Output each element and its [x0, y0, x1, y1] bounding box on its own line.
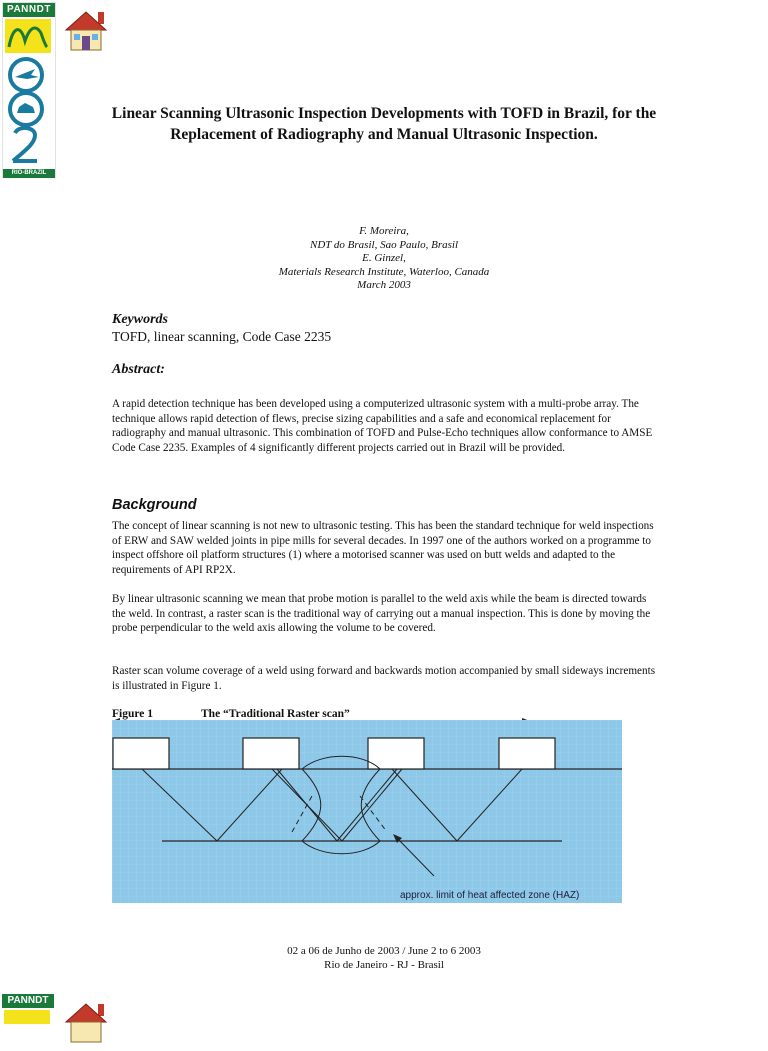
home-icon[interactable] — [62, 6, 110, 54]
date-line: March 2003 — [357, 279, 411, 291]
logo-wave-block — [4, 1010, 50, 1024]
raster-scan-figure — [112, 720, 622, 903]
conference-logo-bottom — [2, 994, 54, 1024]
conference-logo — [2, 2, 56, 178]
keywords-text: TOFD, linear scanning, Code Case 2235 — [112, 329, 332, 344]
keywords-heading: Keywords — [112, 312, 168, 327]
probe-block — [243, 738, 299, 769]
affiliation-line: Materials Research Institute, Waterloo, Canada — [278, 265, 490, 278]
author-line: F. Moreira, — [359, 225, 409, 237]
footer-location: Rio de Janeiro - RJ - Brasil — [324, 959, 444, 971]
probe-block — [499, 738, 555, 769]
figure-title: The “Traditional Raster scan” — [201, 708, 350, 720]
figure-caption: approx. limit of heat affected zone (HAZ) — [400, 890, 580, 901]
background-paragraph: Raster scan volume coverage of a weld using forward and backwards motion accompanied by small sideways increments is illustrated in Figure 1. — [112, 665, 656, 692]
home-icon[interactable] — [62, 998, 110, 1046]
logo-footer: RIO-BRAZIL — [3, 169, 55, 178]
probe-block — [368, 738, 424, 769]
author-line: E. Ginzel, — [362, 252, 406, 264]
raster-scan-diagram — [112, 720, 622, 903]
logo-banner: PANNDT — [3, 3, 55, 17]
footer-dates: 02 a 06 de Junho de 2003 / June 2 to 6 2003 — [287, 945, 481, 957]
author-block — [200, 225, 568, 293]
logo-side-text — [47, 58, 55, 166]
background-heading: Background — [112, 497, 197, 513]
logo-banner: PANNDT — [2, 994, 54, 1008]
background-paragraph: By linear ultrasonic scanning we mean that probe motion is parallel to the weld axis while the beam is directed towards the weld. In contrast, a raster scan is the traditional way of carrying out a manual inspection. This is done by moving the probe perpendicular to the weld axis allowing the volume to be covered. — [112, 593, 651, 635]
logo-year-icon — [5, 55, 47, 167]
affiliation-line: NDT do Brasil, Sao Paulo, Brasil — [309, 238, 458, 251]
paper-title: Linear Scanning Ultrasonic Inspection Developments with TOFD in Brazil, for the Replacement of Radiography and Manual Ultrasonic Inspection. — [111, 105, 657, 143]
background-paragraph: The concept of linear scanning is not new to ultrasonic testing. This has been the standard technique for weld inspections of ERW and SAW welded joints in pipe mills for several decades. In 1997 one of the authors worked on a programme to inspect offshore oil platform structures (1) where a motorised scanner was used on butt welds and adapted to the requirements of API RP2X. — [112, 520, 654, 576]
logo-wave-block — [5, 19, 51, 53]
figure-label: Figure 1 — [112, 708, 153, 720]
probe-block — [113, 738, 169, 769]
abstract-text: A rapid detection technique has been developed using a computerized ultrasonic system with a multi-probe array. The technique allows rapid detection of flews, precise sizing capabilities and a safe and economical replacement for radiography and manual ultrasonic. This combination of TOFD and Pulse-Echo techniques allow conformance to AMSE Code Case 2235. Examples of 4 significantly different projects carried out in Brazil will be provided. — [112, 398, 653, 454]
abstract-heading: Abstract: — [112, 362, 165, 377]
page-footer — [200, 944, 568, 972]
logo-wave-icon — [5, 19, 51, 53]
